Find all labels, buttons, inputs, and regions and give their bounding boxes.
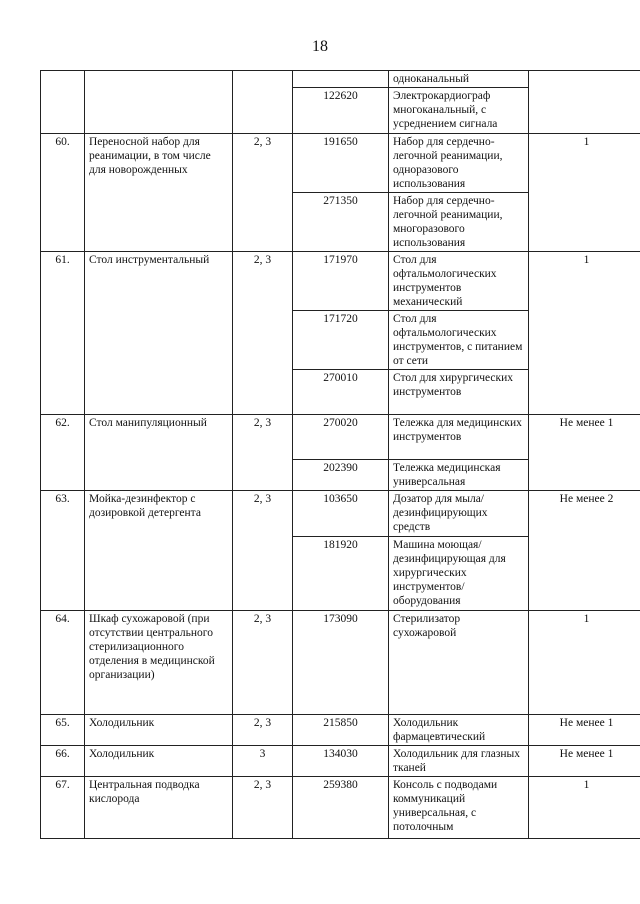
row-number: 66. (41, 746, 85, 777)
code-cell: 270010 (293, 370, 389, 415)
table-row (41, 777, 640, 839)
class-cell: 2, 3 (233, 611, 293, 715)
table-row (41, 134, 640, 193)
description-cell: Дозатор для мыла/ дезинфицирующих средств (389, 491, 529, 537)
code-cell: 215850 (293, 715, 389, 746)
quantity-cell: Не менее 1 (529, 715, 640, 746)
class-cell: 2, 3 (233, 252, 293, 415)
row-number: 63. (41, 491, 85, 611)
code-cell (293, 71, 389, 88)
code-cell: 271350 (293, 193, 389, 252)
quantity-cell: Не менее 1 (529, 746, 640, 777)
equipment-name: Стол инструментальный (85, 252, 233, 415)
quantity-cell: 1 (529, 611, 640, 715)
description-cell: Набор для сердечно-легочной реанимации, многоразового использования (389, 193, 529, 252)
quantity-cell: Не менее 2 (529, 491, 640, 611)
code-cell: 259380 (293, 777, 389, 839)
table-row (41, 746, 640, 777)
code-cell: 171970 (293, 252, 389, 311)
equipment-name: Центральная подводка кислорода (85, 777, 233, 839)
class-cell: 3 (233, 746, 293, 777)
description-cell: Электрокардиограф многоканальный, с усреднением сигнала (389, 88, 529, 134)
description-cell: Стерилизатор сухожаровой (389, 611, 529, 715)
code-cell: 171720 (293, 311, 389, 370)
table-row (41, 491, 640, 537)
table-row (41, 415, 640, 460)
class-cell: 2, 3 (233, 715, 293, 746)
equipment-name (85, 71, 233, 134)
table-row (41, 715, 640, 746)
code-cell: 134030 (293, 746, 389, 777)
class-cell: 2, 3 (233, 777, 293, 839)
row-number: 61. (41, 252, 85, 415)
row-number (41, 71, 85, 134)
equipment-name: Переносной набор для реанимации, в том числе для новорожденных (85, 134, 233, 252)
quantity-cell: Не менее 1 (529, 415, 640, 491)
code-cell: 191650 (293, 134, 389, 193)
quantity-cell: 1 (529, 777, 640, 839)
description-cell: Холодильник для глазных тканей (389, 746, 529, 777)
description-cell: Стол для хирургических инструментов (389, 370, 529, 415)
description-cell: Набор для сердечно-легочной реанимации, одноразового использования (389, 134, 529, 193)
code-cell: 103650 (293, 491, 389, 537)
equipment-name: Мойка-дезинфектор с дозировкой детергента (85, 491, 233, 611)
description-cell: одноканальный (389, 71, 529, 88)
table-row (41, 611, 640, 715)
class-cell: 2, 3 (233, 415, 293, 491)
class-cell: 2, 3 (233, 134, 293, 252)
class-cell (233, 71, 293, 134)
equipment-table (40, 70, 640, 839)
row-number: 62. (41, 415, 85, 491)
code-cell: 181920 (293, 537, 389, 611)
equipment-name: Холодильник (85, 746, 233, 777)
row-number: 64. (41, 611, 85, 715)
equipment-name: Холодильник (85, 715, 233, 746)
row-number: 65. (41, 715, 85, 746)
description-cell: Холодильник фармацевтический (389, 715, 529, 746)
quantity-cell (529, 71, 640, 134)
description-cell: Стол для офтальмологических инструментов, с питанием от сети (389, 311, 529, 370)
equipment-name: Стол манипуляционный (85, 415, 233, 491)
description-cell: Консоль с подводами коммуникаций универсальная, с потолочным (389, 777, 529, 839)
code-cell: 173090 (293, 611, 389, 715)
code-cell: 202390 (293, 460, 389, 491)
code-cell: 270020 (293, 415, 389, 460)
class-cell: 2, 3 (233, 491, 293, 611)
table-row (41, 252, 640, 311)
description-cell: Машина моющая/ дезинфицирующая для хирургических инструментов/ оборудования (389, 537, 529, 611)
description-cell: Стол для офтальмологических инструментов механический (389, 252, 529, 311)
row-number: 60. (41, 134, 85, 252)
page-number: 18 (312, 38, 328, 55)
code-cell: 122620 (293, 88, 389, 134)
quantity-cell: 1 (529, 134, 640, 252)
description-cell: Тележка для медицинских инструментов (389, 415, 529, 460)
quantity-cell: 1 (529, 252, 640, 415)
equipment-name: Шкаф сухожаровой (при отсутствии центрального стерилизационного отделения в медицинской организации) (85, 611, 233, 715)
table-row (41, 71, 640, 88)
description-cell: Тележка медицинская универсальная (389, 460, 529, 491)
row-number: 67. (41, 777, 85, 839)
